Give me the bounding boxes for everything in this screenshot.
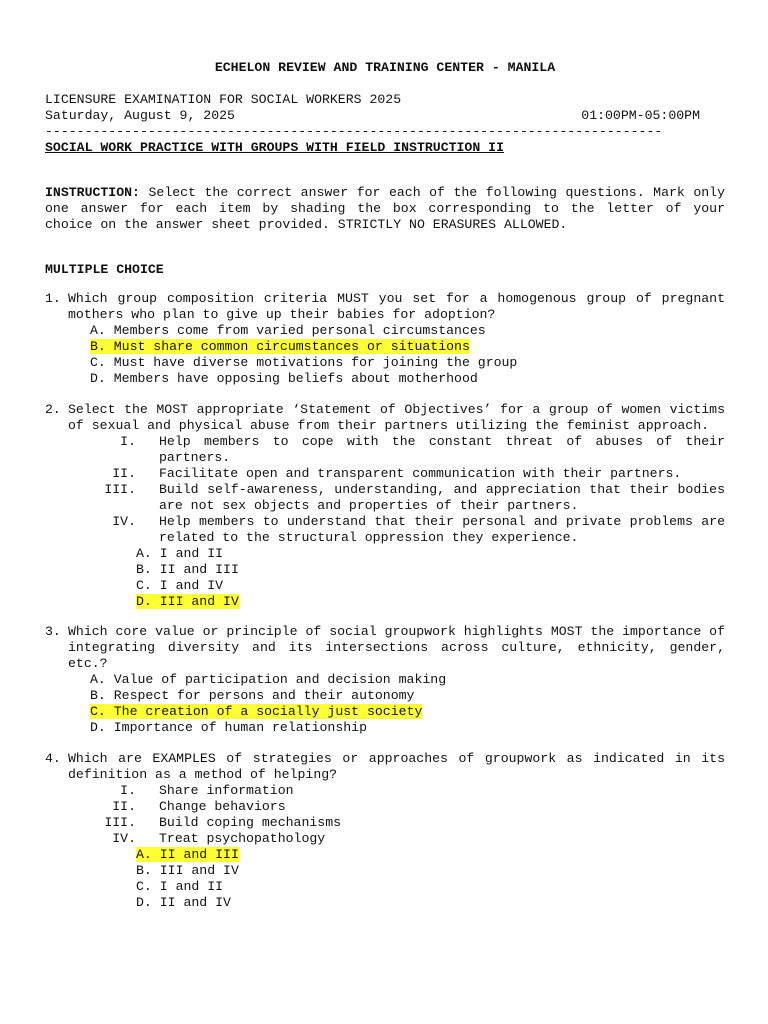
question-4 (45, 751, 725, 911)
highlighted-answer: C. The creation of a socially just society (90, 704, 423, 719)
question-1 (45, 291, 725, 387)
statement-i: I. Share information (120, 783, 294, 798)
option-d (136, 594, 725, 610)
option-c: C. I and IV (136, 578, 224, 593)
option-c: C. Must have diverse motivations for joining the group (90, 355, 518, 370)
question-number: 2. (45, 402, 61, 417)
statement-iii: III. Build coping mechanisms (104, 815, 342, 830)
option-a: A. I and II (136, 546, 224, 561)
option-d: D. Members have opposing beliefs about motherhood (90, 371, 478, 386)
question-text: Which group composition criteria MUST you set for a homogenous group of pregnant mothers who plan to give up their babies for adoption? (68, 291, 725, 322)
statement-iv: IV. Treat psychopathology (112, 831, 326, 846)
subject-title: SOCIAL WORK PRACTICE WITH GROUPS WITH FIELD INSTRUCTION II (45, 140, 504, 155)
option-a: A. Members come from varied personal circumstances (90, 323, 486, 338)
question-number: 1. (45, 291, 61, 306)
instruction-text: Select the correct answer for each of the following questions. Mark only one answer for each item by shading the box corresponding to the letter of your choice on the answer sheet provided. STRICTLY NO ERASURES ALLOWED. (45, 185, 725, 232)
question-text: Which are EXAMPLES of strategies or approaches of groupwork as indicated in its definition as a method of helping? (68, 751, 725, 782)
statement-iii: III. Build self-awareness, understanding, and appreciation that their bodies are not sex objects and properties of their partners. (104, 482, 725, 513)
instruction-label: INSTRUCTION: (45, 185, 140, 200)
option-b (90, 339, 725, 355)
question-2 (45, 402, 725, 610)
question-text: Which core value or principle of social groupwork highlights MOST the importance of integrating diversity and its intersections across culture, ethnicity, gender, etc.? (68, 624, 725, 671)
exam-time: 01:00PM-05:00PM (581, 108, 700, 123)
option-a (136, 847, 725, 863)
center-title: ECHELON REVIEW AND TRAINING CENTER - MANILA (214, 60, 556, 75)
option-d: D. Importance of human relationship (90, 720, 367, 735)
question-3 (45, 624, 725, 736)
section-title: MULTIPLE CHOICE (45, 262, 164, 277)
statement-iv: IV. Help members to understand that their personal and private problems are related to the structural oppression they experience. (112, 514, 725, 545)
question-number: 3. (45, 624, 61, 639)
statement-ii: II. Change behaviors (112, 799, 286, 814)
question-text: Select the MOST appropriate ‘Statement of Objectives’ for a group of women victims of sexual and physical abuse from their partners utilizing the feminist approach. (68, 402, 725, 433)
exam-title: LICENSURE EXAMINATION FOR SOCIAL WORKERS 2025 (45, 92, 402, 107)
option-b: B. II and III (136, 562, 239, 577)
exam-page (45, 60, 725, 911)
separator-rule: ------------------------------------------------------------------------------ (45, 124, 663, 139)
exam-date: Saturday, August 9, 2025 (45, 108, 235, 123)
option-c: C. I and II (136, 879, 224, 894)
date-time-row (45, 108, 725, 124)
option-b: B. III and IV (136, 863, 239, 878)
option-a: A. Value of participation and decision making (90, 672, 447, 687)
option-b: B. Respect for persons and their autonomy (90, 688, 415, 703)
option-c (90, 704, 725, 720)
question-number: 4. (45, 751, 61, 766)
statement-i: I. Help members to cope with the constant threat of abuses of their partners. (120, 434, 725, 465)
instruction-paragraph (45, 185, 725, 233)
highlighted-answer: D. III and IV (136, 594, 239, 609)
statement-ii: II. Facilitate open and transparent communication with their partners. (112, 466, 682, 481)
option-d: D. II and IV (136, 895, 231, 910)
highlighted-answer: A. II and III (136, 847, 239, 862)
highlighted-answer: B. Must share common circumstances or situations (90, 339, 470, 354)
